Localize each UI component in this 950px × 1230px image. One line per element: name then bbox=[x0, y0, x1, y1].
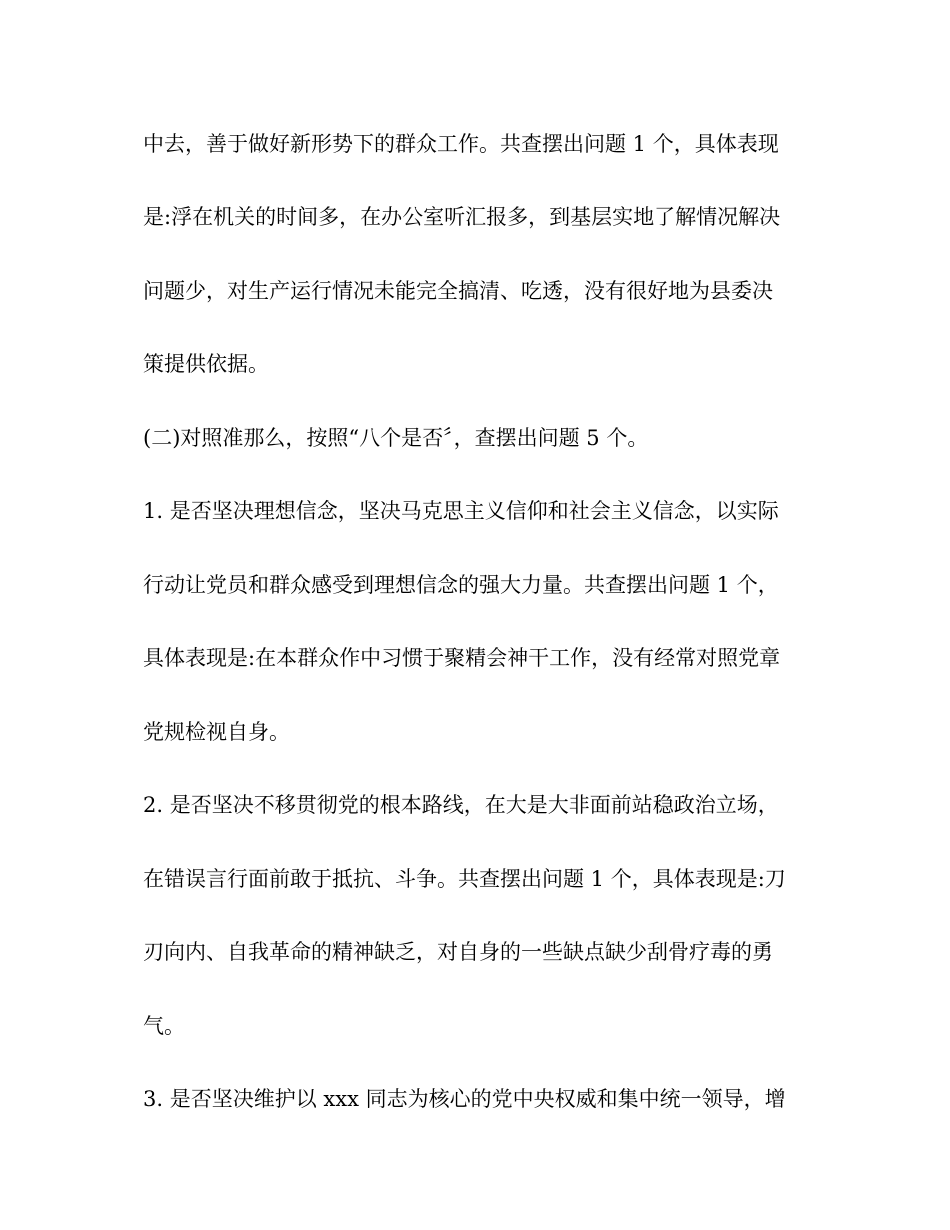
text-line: 问题少，对生产运行情况未能完全搞清、吃透，没有很好地为县委决 bbox=[143, 279, 773, 303]
text-line: 气。 bbox=[143, 1014, 185, 1038]
text-line: 具体表现是:在本群众作中习惯于聚精会神干工作，没有经常对照党章 bbox=[143, 646, 781, 670]
text-line: 中去，善于做好新形势下的群众工作。共查摆出问题 1 个，具体表现 bbox=[143, 132, 779, 156]
text-line: 党规检视自身。 bbox=[143, 720, 290, 744]
text-line: 在错误言行面前敢于抵抗、斗争。共查摆出问题 1 个，具体表现是:刀 bbox=[143, 867, 786, 891]
text-line: 是:浮在机关的时间多，在办公室听汇报多，到基层实地了解情况解决 bbox=[143, 205, 781, 229]
text-line: 策提供依据。 bbox=[143, 352, 269, 376]
text-line: 1. 是否坚决理想信念，坚决马克思主义信仰和社会主义信念，以实际 bbox=[143, 499, 779, 523]
text-line: 2. 是否坚决不移贯彻党的根本路线，在大是大非面前站稳政治立场， bbox=[143, 793, 779, 817]
text-line: 刃向内、自我革命的精神缺乏，对自身的一些缺点缺少刮骨疗毒的勇 bbox=[143, 940, 773, 964]
text-line: 3. 是否坚决维护以 xxx 同志为核心的党中央权威和集中统一领导，增 bbox=[143, 1087, 786, 1111]
section-heading: (二)对照准那么，按照“八个是否〞，查摆出问题 5 个。 bbox=[143, 426, 649, 450]
text-line: 行动让党员和群众感受到理想信念的强大力量。共查摆出问题 1 个， bbox=[143, 573, 779, 597]
